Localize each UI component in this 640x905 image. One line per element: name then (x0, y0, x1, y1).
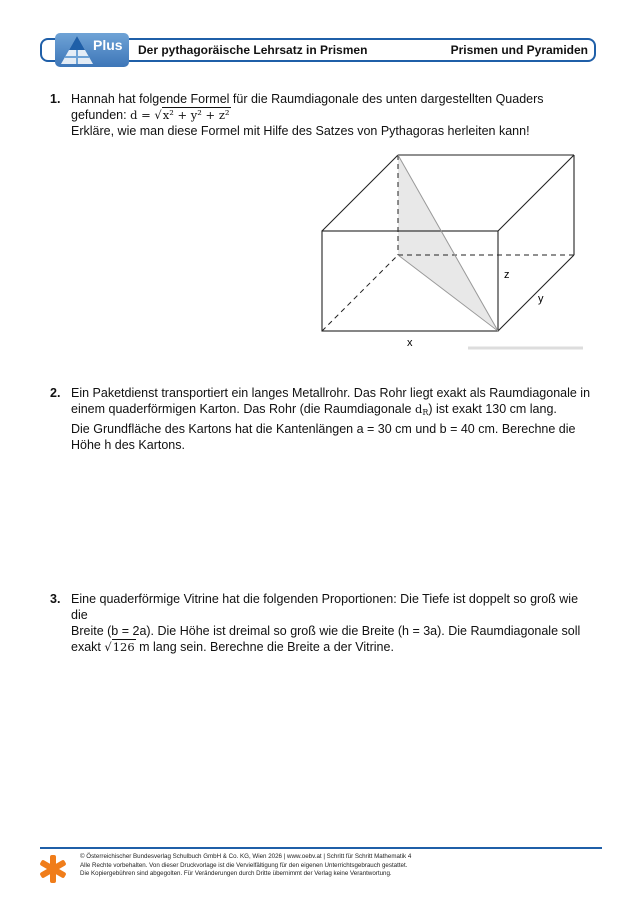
formula-radicand: x² + y² + z² (162, 108, 230, 122)
radicand: 126 (112, 640, 135, 654)
task-text: ) ist exakt 130 cm lang. (428, 402, 557, 416)
label-z: z (504, 269, 510, 281)
footer-line-1: © Österreichischer Bundesverlag Schulbuch GmbH & Co. KG, Wien 2026 | www.oebv.at | Schritt für Schritt Mathematik 4 (80, 853, 412, 860)
task-text: Eine quaderförmige Vitrine hat die folgenden Proportionen: Die Tiefe ist doppelt so groß wie die (71, 592, 579, 622)
footer-line-3: Die Kopiergebühren sind abgegolten. Für Veränderungen durch Dritte übernimmt der Verlag keine Verantwortung. (80, 870, 392, 878)
task-text: gefunden: (71, 108, 127, 122)
task-text: Höhe h des Kartons. (71, 438, 185, 452)
task-text: m lang sein. Berechne die Breite a der Vitrine. (139, 640, 394, 654)
formula-lhs: d = (130, 108, 155, 122)
task-text: Erkläre, wie man diese Formel mit Hilfe des Satzes von Pythagoras herleiten kann! (71, 124, 530, 138)
sqrt-icon: √ (154, 108, 162, 122)
plus-logo (55, 33, 129, 67)
footer-line-2: Alle Rechte vorbehalten. Von dieser Druckvorlage ist die Vervielfältigung für den eigenen Unterrichtsgebrauch gestattet. (80, 861, 408, 869)
task-text: Ein Paketdienst transportiert ein langes Metallrohr. Das Rohr liegt exakt als Raumdiagonale in (71, 386, 591, 400)
label-x: x (407, 337, 413, 349)
task-number: 3. (50, 592, 61, 606)
task-text: Breite (b = 2a). Die Höhe ist dreimal so groß wie die Breite (h = 3a). Die Raumdiagonale soll (71, 624, 581, 638)
chapter-title: Prismen und Pyramiden (450, 43, 588, 57)
task-text-line (71, 401, 591, 421)
cuboid-figure (318, 150, 588, 360)
variable-d: d (414, 402, 423, 416)
task-number: 1. (50, 92, 61, 106)
task-text: einem quaderförmigen Karton. Das Rohr (die Raumdiagonale (71, 402, 412, 416)
task-text-line (71, 639, 591, 655)
task-text: Die Grundfläche des Kartons hat die Kantenlängen a = 30 cm und b = 40 cm. Berechne die (71, 422, 576, 436)
task-number: 2. (50, 386, 61, 400)
sqrt-icon: √ (104, 640, 112, 654)
task-formula-line (71, 107, 591, 123)
footer-divider (40, 847, 602, 849)
variable-subscript: R (422, 408, 429, 417)
logo-text: Plus (93, 37, 123, 53)
oebv-asterisk-icon (40, 855, 66, 883)
task-text: Hannah hat folgende Formel für die Raumdiagonale des unten dargestellten Quaders (71, 92, 544, 106)
cuboid-diagram (318, 150, 588, 355)
footer-copyright (80, 853, 411, 879)
task-text: exakt (71, 640, 101, 654)
page-title: Der pythagoräische Lehrsatz in Prismen (138, 43, 368, 57)
label-y: y (538, 293, 544, 305)
